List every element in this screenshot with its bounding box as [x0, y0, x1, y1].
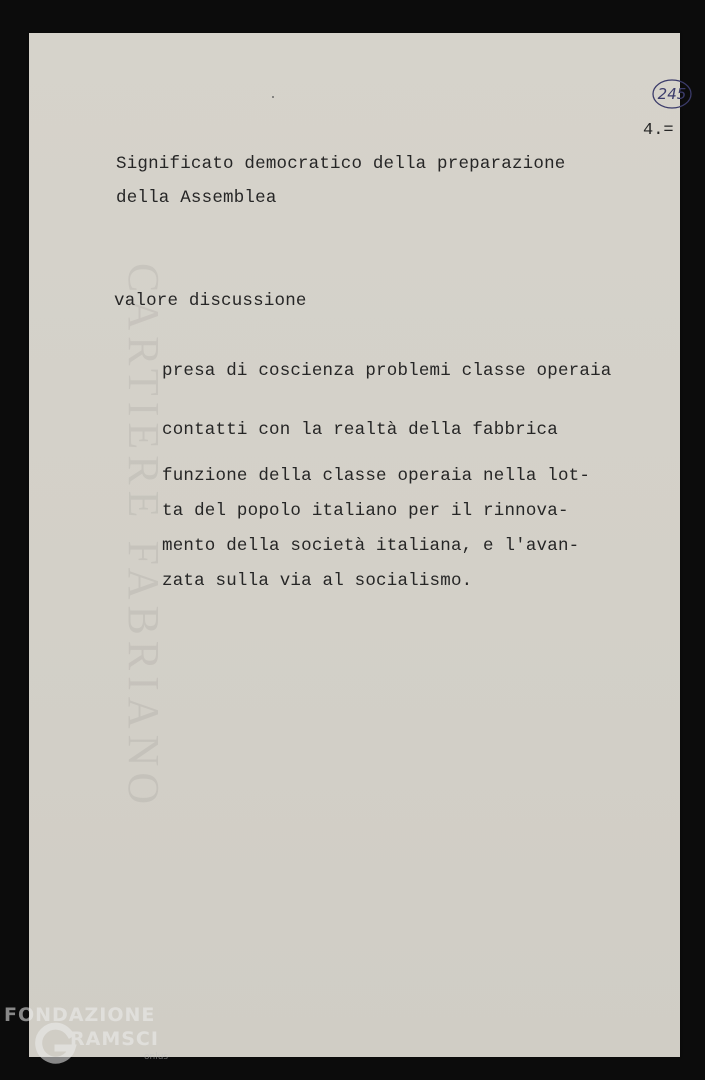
item-line-2: contatti con la realtà della fabbrica	[162, 420, 558, 440]
heading-line-2: della Assemblea	[116, 188, 277, 208]
logo-line-2: RAMSCI	[70, 1028, 159, 1050]
logo-line-1: FONDAZIONE	[4, 1004, 156, 1026]
paragraph-line-4: zata sulla via al socialismo.	[162, 571, 473, 591]
item-line-1: presa di coscienza problemi classe operaia	[162, 361, 612, 381]
watermark-text: CARTIERE FABRIANO	[119, 263, 168, 811]
subheading: valore discussione	[114, 291, 307, 311]
paragraph-line-2: ta del popolo italiano per il rinnova-	[162, 501, 569, 521]
paper-speck	[272, 96, 274, 98]
archive-number-stamp	[651, 77, 693, 111]
paragraph-line-1: funzione della classe operaia nella lot-	[162, 466, 591, 486]
logo-subtitle: onlus	[144, 1052, 169, 1062]
fondazione-gramsci-logo	[4, 1002, 179, 1068]
archive-number-text: 245	[657, 85, 687, 103]
paragraph-line-3: mento della società italiana, e l'avan-	[162, 536, 580, 556]
heading-line-1: Significato democratico della preparazione	[116, 154, 566, 174]
page-number: 4.=	[643, 121, 674, 140]
paper-watermark	[119, 263, 179, 873]
document-page	[29, 33, 687, 1057]
